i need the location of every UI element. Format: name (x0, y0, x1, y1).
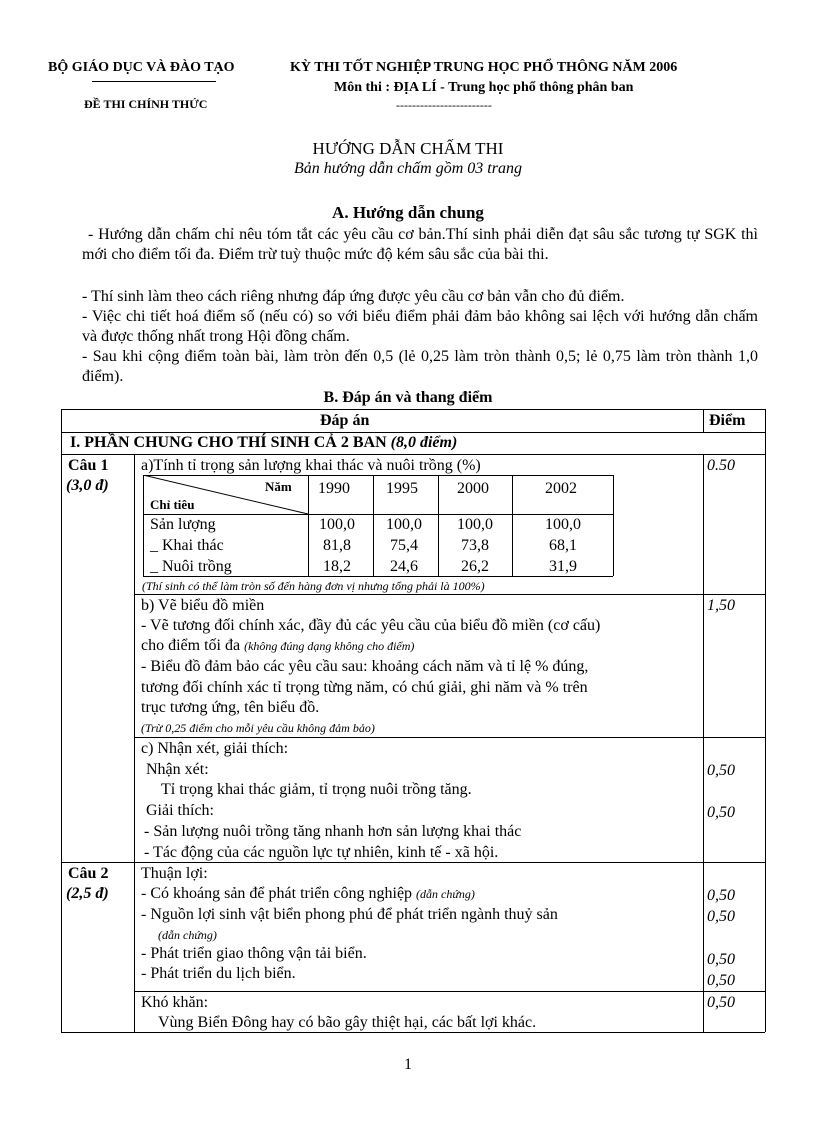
table-cell: 81,8 (323, 537, 351, 554)
q1-part-b-title: b) Vẽ biểu đồ miền (141, 597, 265, 614)
q2-advantage-note: (dẫn chứng) (158, 928, 217, 942)
table-rule (61, 454, 765, 455)
table-rule (703, 454, 704, 1032)
section-a-heading: A. Hướng dẫn chung (332, 203, 484, 222)
part-one-points: (8,0 điểm) (390, 434, 458, 451)
table-cell: 18,2 (323, 558, 351, 575)
q1-remark-text: Tỉ trọng khai thác giảm, tỉ trọng nuôi trồng tăng. (161, 781, 472, 798)
header-dashes: ------------------------ (396, 98, 492, 112)
q1-part-b-line: - Biểu đồ đảm bảo các yêu cầu sau: khoảng cách năm và tỉ lệ % đúng, (141, 658, 589, 675)
q2-difficulties-title: Khó khăn: (141, 994, 209, 1011)
row-label: _ Khai thác (150, 537, 224, 554)
guideline-paragraph-2: - Thí sinh làm theo cách riêng nhưng đáp ứng được yêu cầu cơ bản vẫn cho đủ điểm. (82, 288, 625, 305)
guideline-paragraph-3: - Việc chi tiết hoá điểm số (nếu có) so với biểu điểm phải đảm bảo không sai lệch với hướng dẫn chấm và được thống nhất trong Hội đồng chấm. (82, 308, 758, 345)
year-header: 1990 (318, 480, 350, 497)
table-cell: 31,9 (549, 558, 577, 575)
q1-part-b-line-text: cho điểm tối đa (141, 637, 241, 654)
row-label: Sản lượng (150, 516, 216, 533)
table-year-label: Năm (265, 479, 292, 494)
q1-part-a-score: 0.50 (707, 457, 735, 474)
page-number: 1 (404, 1056, 412, 1073)
q2-advantage-item: - Phát triển du lịch biển. (141, 965, 296, 982)
table-cell: 26,2 (461, 558, 489, 575)
q2-advantage-item: - Phát triển giao thông vận tải biển. (141, 945, 367, 962)
q1-part-a-note: (Thí sinh có thể làm tròn số đến hàng đơn vị nhưng tổng phải là 100%) (142, 579, 485, 593)
column-header-answer: Đáp án (320, 412, 370, 429)
q1-remark-score: 0,50 (707, 762, 735, 779)
row-label: _ Nuôi trồng (150, 558, 232, 575)
year-header: 1995 (386, 480, 418, 497)
part-one-heading (70, 433, 457, 453)
q1-part-b-line (141, 636, 414, 656)
q1-part-b-line: - Vẽ tương đối chính xác, đầy đủ các yêu cầu của biểu đồ miền (cơ cấu) (141, 617, 601, 634)
table-cell: 24,6 (390, 558, 418, 575)
section-b-heading: B. Đáp án và thang điểm (323, 389, 493, 406)
q2-difficulty-text: Vùng Biển Đông hay có bão gây thiệt hại, các bất lợi khác. (158, 1014, 537, 1031)
inner-table-right (613, 475, 614, 576)
table-border-left (61, 409, 62, 1032)
question-2-points: (2,5 đ) (66, 885, 109, 902)
year-header: 2002 (545, 480, 577, 497)
question-1-points: (3,0 đ) (66, 477, 109, 494)
question-2-label: Câu 2 (68, 865, 109, 882)
document-subtitle: Bản hướng dẫn chấm gồm 03 trang (294, 160, 522, 177)
table-indicator-label: Chỉ tiêu (150, 497, 195, 512)
q1-part-a-title: a)Tính tỉ trọng sản lượng khai thác và nuôi trồng (%) (141, 457, 481, 474)
q2-advantage-score: 0,50 (707, 951, 735, 968)
table-cell: 100,0 (457, 516, 493, 533)
q1-part-b-line-note: (không đúng dạng không cho điểm) (244, 639, 415, 653)
table-border-right (765, 409, 766, 1032)
table-cell: 68,1 (549, 537, 577, 554)
guideline-paragraph-4: - Sau khi cộng điểm toàn bài, làm tròn đến 0,5 (lẻ 0,25 làm tròn thành 0,5; lẻ 0,75 làm tròn thành 1,0 điểm). (82, 348, 758, 385)
table-border-top (61, 409, 765, 410)
q2-advantage-text: - Có khoáng sản để phát triển công nghiệp (141, 885, 413, 902)
table-rule (134, 991, 765, 992)
q1-part-b-note: (Trừ 0,25 điểm cho mỗi yêu cầu không đảm bảo) (141, 721, 375, 735)
table-rule (134, 454, 135, 1032)
exam-title: KỲ THI TỐT NGHIỆP TRUNG HỌC PHỔ THÔNG NĂM 2006 (290, 60, 678, 75)
inner-table-rule (373, 475, 374, 576)
q1-remark-label: Nhận xét: (146, 761, 209, 778)
table-cell: 100,0 (386, 516, 422, 533)
guideline-paragraph-1: - Hướng dẫn chấm chỉ nêu tóm tắt các yêu cầu cơ bản.Thí sinh phải diễn đạt sâu sắc tương tự SGK thì mới cho điểm tối đa. Điểm trừ tuỳ thuộc mức độ kém sâu sắc của bài thi. (82, 226, 758, 263)
q2-advantage-item (141, 884, 475, 904)
q1-part-c-title: c) Nhận xét, giải thích: (141, 740, 289, 757)
q1-explain-line: - Sản lượng nuôi trồng tăng nhanh hơn sản lượng khai thác (144, 823, 522, 840)
table-cell: 75,4 (390, 537, 418, 554)
q2-advantage-score: 0,50 (707, 972, 735, 989)
inner-table-rule (438, 475, 439, 576)
q1-part-b-line: trục tương ứng, tên biểu đồ. (141, 699, 320, 716)
column-header-score: Điểm (709, 412, 746, 429)
q2-advantage-score: 0,50 (707, 887, 735, 904)
q2-advantages-title: Thuận lợi: (141, 865, 208, 882)
q2-advantage-note: (dẫn chứng) (416, 887, 475, 901)
q2-advantage-score: 0,50 (707, 908, 735, 925)
q2-advantage-item: - Nguồn lợi sinh vật biển phong phú để phát triển ngành thuỷ sản (141, 906, 558, 923)
q1-explain-line: - Tác động của các nguồn lực tự nhiên, kinh tế - xã hội. (144, 844, 499, 861)
inner-table-rule (512, 475, 513, 576)
q1-part-b-score: 1,50 (707, 597, 735, 614)
document-title: HƯỚNG DẪN CHẤM THI (312, 139, 504, 158)
table-cell: 100,0 (319, 516, 355, 533)
exam-subject: Môn thi : ĐỊA LÍ - Trung học phổ thông phân ban (334, 80, 634, 95)
year-header: 2000 (457, 480, 489, 497)
table-cell: 73,8 (461, 537, 489, 554)
table-rule (703, 409, 704, 432)
official-exam-label: ĐỀ THI CHÍNH THỨC (84, 97, 208, 111)
part-one-title: I. PHẦN CHUNG CHO THÍ SINH CẢ 2 BAN (70, 434, 387, 451)
q1-explain-score: 0,50 (707, 804, 735, 821)
q2-difficulty-score: 0,50 (707, 994, 735, 1011)
question-1-label: Câu 1 (68, 457, 109, 474)
header-underline (92, 81, 216, 82)
q1-explain-label: Giải thích: (146, 802, 214, 819)
table-cell: 100,0 (545, 516, 581, 533)
q1-part-b-line: tương đối chính xác tỉ trọng từng năm, có chú giải, ghi năm và % trên (141, 679, 588, 696)
ministry-name: BỘ GIÁO DỤC VÀ ĐÀO TẠO (48, 60, 235, 75)
